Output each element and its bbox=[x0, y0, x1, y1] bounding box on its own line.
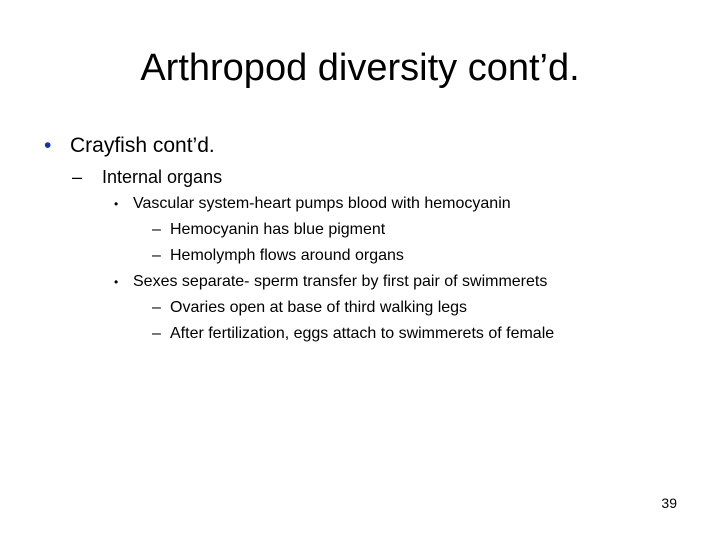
bullet-text: Internal organs bbox=[102, 167, 223, 187]
bullet-marker-level3: • bbox=[114, 275, 119, 289]
bullet-text: Vascular system-heart pumps blood with hemocyanin bbox=[133, 195, 511, 212]
bullet-text: Sexes separate- sperm transfer by first pair of swimmerets bbox=[133, 273, 548, 290]
bullet-marker-level3: • bbox=[114, 197, 119, 211]
bullet-marker-level4: – bbox=[152, 299, 161, 316]
bullet-text: After fertilization, eggs attach to swimmerets of female bbox=[170, 325, 555, 342]
bullet-marker-level2: – bbox=[72, 167, 83, 187]
bullet-text: Hemocyanin has blue pigment bbox=[170, 221, 386, 238]
bullet-marker-level4: – bbox=[152, 325, 161, 342]
bullet-text: Hemolymph flows around organs bbox=[170, 247, 404, 264]
slide-title: Arthropod diversity cont’d. bbox=[140, 47, 580, 89]
bullet-marker-level4: – bbox=[152, 221, 161, 238]
bullet-marker-level4: – bbox=[152, 247, 161, 264]
page-number: 39 bbox=[661, 495, 677, 511]
bullet-marker-level1: • bbox=[44, 134, 52, 157]
bullet-text: Ovaries open at base of third walking legs bbox=[170, 299, 468, 316]
bullet-text: Crayfish cont’d. bbox=[70, 134, 215, 157]
